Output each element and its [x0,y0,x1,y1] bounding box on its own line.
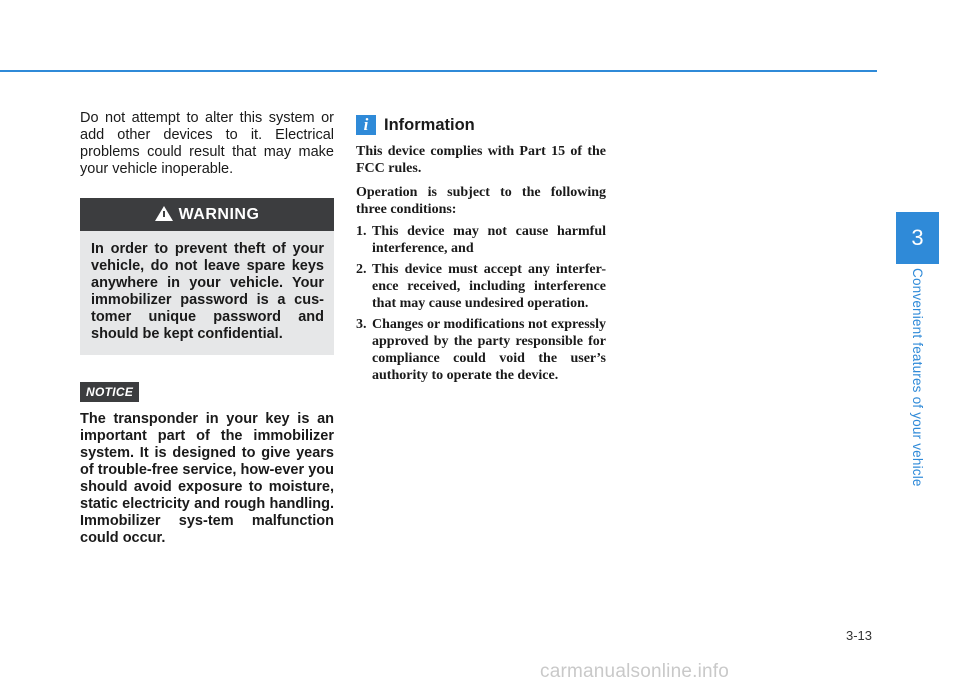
chapter-title: Convenient features of your vehicle [910,268,925,487]
warning-title: WARNING [178,205,260,223]
right-column [356,114,606,384]
info-paragraph-fcc: This device complies with Part 15 of the FCC rules. [356,144,606,176]
chapter-tab [896,212,939,264]
information-heading [356,114,606,136]
information-title: Information [384,115,475,134]
list-item-text: Changes or modifications not expressly approved by the party responsible for compliance could void the user’s authority to operate the device. [372,317,606,383]
header-rule [0,70,877,72]
page-number: 3-13 [846,628,873,643]
intro-paragraph: Do not attempt to alter this system or add other devices to it. Electrical problems could result that may make your vehicle inoperable. [80,110,334,177]
list-item-number: 1. [356,224,367,239]
conditions-list [356,223,606,384]
list-item-number: 2. [356,262,367,277]
list-item [356,223,606,257]
notice-badge: NOTICE [80,382,139,402]
warning-header [80,198,334,231]
list-item-number: 3. [356,317,367,332]
watermark: carmanualsonline.info [540,661,730,682]
list-item-text: This device may not cause harmful interference, and [372,224,606,256]
chapter-number: 3 [911,225,924,250]
notice-body: The transponder in your key is an important part of the immobilizer system. It is designed to give years of trouble-free service, how-ever you should avoid exposure to moisture, static electricity and rough handling. Immobilizer sys-tem malfunction could occur. [80,411,334,546]
information-icon: i [356,115,376,135]
info-paragraph-conditions: Operation is subject to the following three conditions: [356,185,606,217]
left-column [80,110,334,547]
warning-body: In order to prevent theft of your vehicle, do not leave spare keys anywhere in your vehicle. Your immobilizer password is a cus-tomer unique password and should be kept confidential. [91,241,324,342]
list-item [356,316,606,384]
warning-box [80,198,334,355]
list-item [356,261,606,312]
warning-triangle-icon [155,206,173,221]
list-item-text: This device must accept any interfer-ence received, including interference that may cause undesired operation. [372,262,606,311]
